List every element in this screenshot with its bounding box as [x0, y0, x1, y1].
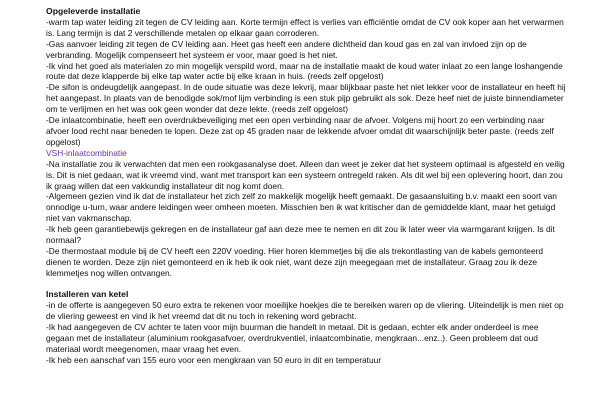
section-heading-installeren-van-ketel: Installeren van ketel [46, 289, 129, 300]
paragraph: -De inlaatcombinatie, heeft een overdrukbeveiliging met een open verbinding naar de afvoer. Volgens mij hoort zo een verbinding naar afvoer lood recht naar beneden te lopen. Deze zat op 45 graden naar de lekkende afvoer omdat dit waarschijnlijk beter paste. (reeds zelf opgelost) [46, 115, 554, 147]
document-content [46, 6, 566, 366]
paragraph: -De sifon is ondeugdelijk aangepast. In de oude situatie was deze lekvrij, maar blijkbaar paste het niet lekker voor de installateur en heeft hij het aangepast. In plaats van de benodigde sok/mof lijm verbinding is een stuk pijp gebruikt als sok. Deze heef niet de juiste binnendiameter om te verlijmen en het was ook geen wonder dat deze lekte. (reeds zelf opgelost) [46, 82, 566, 115]
paragraph: -Ik vind het goed als materialen zo min mogelijk verspild word, maar na de installatie maakt de koud water inlaat zo een lange loshangende route dat deze klapperde bij elke tap water actie bij elke kraan in huis. (reeds zelf opgelost) [46, 60, 563, 82]
section-heading-opgeleverde-installatie: Opgeleverde installatie [46, 6, 141, 16]
paragraph: -Ik had aangegeven de CV achter te laten voor mijn buurman die handelt in metaal. Dit is gedaan, echter elk ander onderdeel is mee gegaan met de installateur (aluminium rookgasafvoer, overdrukventiel, inlaatcombinatie, mengkraan...enz..). Geen probleem dat oud materiaal wordt meegenomen, maar vraag het even. [46, 321, 539, 354]
paragraph: -De thermostaat module bij de CV heeft een 220V voeding. Hier horen klemmetjes bij die als trekontlasting van de kabels gemonteerd dienen te worden. Deze zijn niet gemonteerd en ik heb ik ook niet, want deze zijn meegegaan met de installateur. Graag zou ik deze klemmetjes nog willen ontvangen. [46, 245, 544, 278]
section-spacer [46, 279, 566, 290]
paragraph: -Ik heb geen garantiebewijs gekregen en de installateur gaf aan deze mee te nemen en dit zou ik later weer via warmgarant krijgen. Is dit normaal? [46, 224, 555, 246]
paragraph: -warm tap water leiding zit tegen de CV leiding aan. Korte termijn effect is verlies van efficiëntie omdat de CV ook koper aan het verwarmen is. Lang termijn is dat 2 verschillende metalen op elkaar gaan corroderen. [46, 16, 564, 38]
paragraph: -Gas aanvoer leiding zit tegen de CV leiding aan. Heet gas heeft een andere dichtheid dan koud gas en zal van invloed zijn op de verbranding. Mogelijk compenseert het systeem er voor, maar goed is het niet. [46, 38, 527, 60]
vsh-inlaatcombinatie-link[interactable]: VSH-inlaatcombinatie [46, 147, 127, 158]
paragraph: -Algemeen gezien vind ik dat de installateur het zich zelf zo makkelijk mogelijk heeft gemaakt. De gasaansluiting b.v. maakt een soort van onnodige u-turn, waar andere leidingen weer omheen moeten. Misschien ben ik wat kritischer dan de gemiddelde klant, maar het getuigd niet van vakmanschap. [46, 191, 557, 224]
paragraph: -in de offerte is aangegeven 50 euro extra te rekenen voor moeilijke hoekjes die te bereiken waren op de vliering. Uiteindelijk is men niet op de vliering geweest en vind ik het vreemd dat dit nu toch in rekening word gebracht. [46, 300, 564, 321]
paragraph: -Na installatie zou ik verwachten dat men een rookgasanalyse doet. Alleen dan weet je zeker dat het systeem optimaal is afgesteld en veilig is. Dit is niet gedaan, wat ik vreemd vind, want met transport kan een systeem ontregeld raken. Als dit wel bij een oplevering hoort, dan zou ik graag willen dat een vakkundig installateur dit nog komt doen. [46, 158, 565, 191]
paragraph: -Ik heb een aanschaf van 155 euro voor een mengkraan van 50 euro in dit en temperatuur [46, 354, 382, 365]
